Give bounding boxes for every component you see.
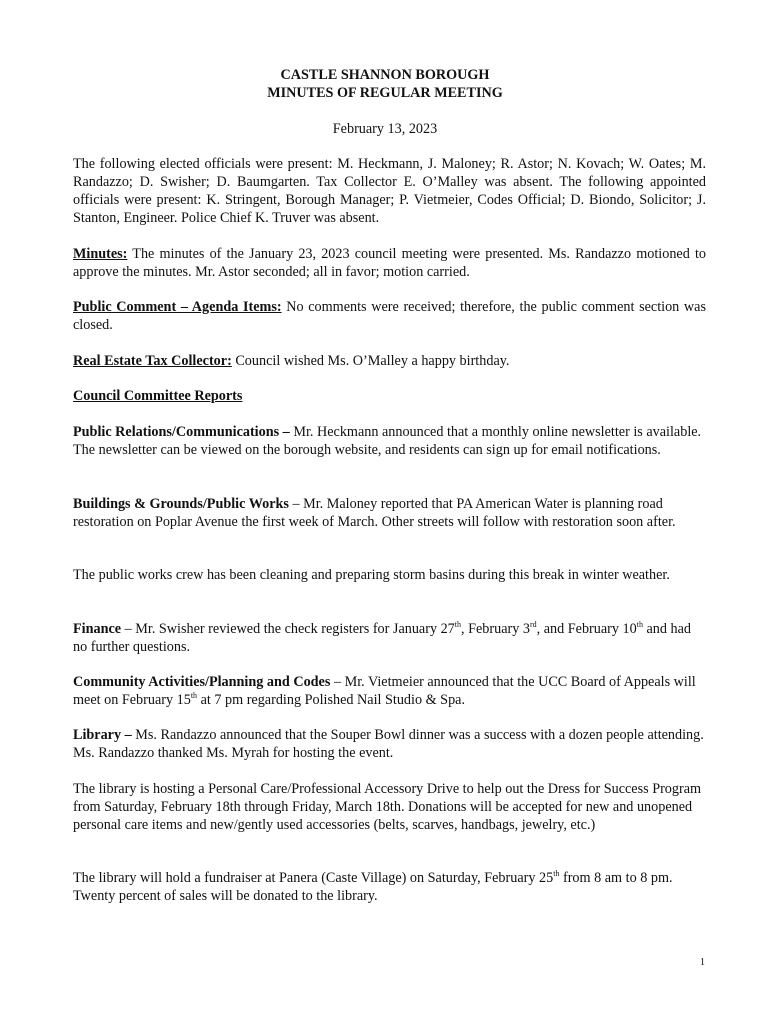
fundraiser-text: from 8 am to 8 pm. Twenty percent of sales will be donated to the library. [73,870,673,904]
finance-text: and had no further questions. [73,621,692,655]
finance-sup: rd [529,620,537,629]
public-comment-section [73,298,706,334]
fundraiser-sup: th [553,869,560,878]
document-header [0,66,770,102]
finance-section [73,620,706,656]
finance-sup: th [454,620,462,629]
committee-reports-heading: Council Committee Reports [73,388,243,404]
minutes-section [73,245,706,281]
finance-text: – Mr. Swisher reviewed the check registers for January 27 [121,621,455,637]
community-sup: th [190,691,198,700]
library-heading: Library – [73,727,132,743]
community-section [73,673,706,709]
library-text: Ms. Randazzo announced that the Souper Bowl dinner was a success with a dozen people attending. Ms. Randazzo thanked Ms. Myrah for hosting the event. [73,727,704,761]
public-relations-section [73,423,706,459]
page-number: 1 [700,957,705,968]
tax-collector-heading: Real Estate Tax Collector: [73,353,232,369]
buildings-heading: Buildings & Grounds/Public Works [73,496,289,512]
library-drive-paragraph: The library is hosting a Personal Care/Professional Accessory Drive to help out the Dress for Success Program from Saturday, February 18th through Friday, March 18th. Donations will be accepted for new and unopened personal care items and new/gently used accessories (belts, scarves, handbags, jewelry, etc.) [73,781,702,833]
minutes-text: The minutes of the January 23, 2023 council meeting were presented. Ms. Randazzo motioned to approve the minutes. Mr. Astor seconded; all in favor; motion carried. [73,246,706,280]
fundraiser-text: The library will hold a fundraiser at Panera (Caste Village) on Saturday, February 25 [73,870,554,886]
community-heading: Community Activities/Planning and Codes [73,674,331,690]
minutes-heading: Minutes: [73,246,128,262]
tax-collector-text: Council wished Ms. O’Malley a happy birthday. [231,353,510,369]
finance-text: , and February 10 [536,621,637,637]
public-relations-heading: Public Relations/Communications – [73,424,290,440]
finance-sup: th [636,620,643,629]
community-text: at 7 pm regarding Polished Nail Studio & Spa. [197,692,466,708]
borough-name: CASTLE SHANNON BOROUGH [280,67,490,83]
tax-collector-section [73,352,706,370]
buildings-section [73,495,706,531]
buildings-text: – Mr. Maloney reported that PA American Water is planning road restoration on Poplar Avenue the first week of March. Other streets will follow with restoration soon after. [73,496,676,530]
attendance-paragraph: The following elected officials were present: M. Heckmann, J. Maloney; R. Astor; N. Kovach; W. Oates; M. Randazzo; D. Swisher; D. Baumgarten. Tax Collector E. O’Malley was absent. The following appointed officials were present: K. Stringent, Borough Manager; P. Vietmeier, Codes Official; D. Biondo, Solicitor; J. Stanton, Engineer. Police Chief K. Truver was absent. [73,156,706,226]
document-title: MINUTES OF REGULAR MEETING [267,85,503,101]
library-fundraiser-paragraph [73,869,706,905]
finance-heading: Finance [73,621,122,637]
public-comment-text: No comments were received; therefore, the public comment section was closed. [73,299,706,333]
community-text: – Mr. Vietmeier announced that the UCC Board of Appeals will meet on February 15 [73,674,696,708]
public-relations-text: Mr. Heckmann announced that a monthly online newsletter is available. The newsletter can be viewed on the borough website, and residents can sign up for email notifications. [73,424,702,458]
meeting-date: February 13, 2023 [332,121,438,137]
public-works-note: The public works crew has been cleaning and preparing storm basins during this break in winter weather. [73,567,670,583]
public-comment-heading: Public Comment – Agenda Items: [73,299,282,315]
library-section [73,726,706,762]
finance-text: , February 3 [461,621,530,637]
